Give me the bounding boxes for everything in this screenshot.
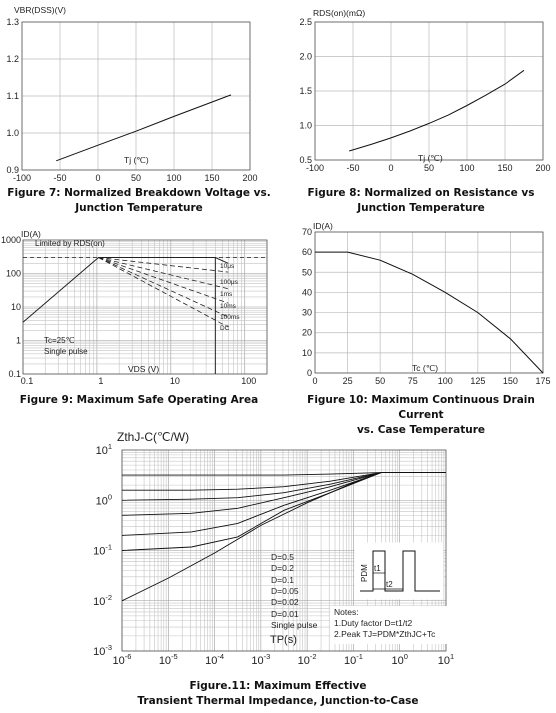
fig11-legend-label: D=0.02 bbox=[271, 597, 299, 607]
fig9-ylabel: ID(A) bbox=[21, 229, 41, 239]
fig7-xtick-label: 50 bbox=[130, 173, 142, 183]
fig7-xtick-label: 0 bbox=[95, 173, 101, 183]
fig11-xtick-label: $10^1$ bbox=[437, 652, 455, 667]
fig11-inset-pdm: PDM bbox=[360, 564, 369, 582]
fig11-xtick-label: $10^{-1}$ bbox=[343, 652, 363, 667]
fig9-ytick-label: 1000 bbox=[0, 235, 21, 245]
fig7-ytick-label: 1.0 bbox=[6, 128, 19, 138]
fig9-caption bbox=[0, 393, 278, 408]
fig9-caption-line1: Figure 9: Maximum Safe Operating Area bbox=[19, 394, 259, 406]
fig8-caption-line2: Junction Temperature bbox=[357, 202, 485, 214]
fig10-xtick-label: 25 bbox=[342, 376, 353, 386]
fig10-ytick-label: 50 bbox=[301, 267, 312, 278]
fig10-xtick-label: 100 bbox=[437, 376, 453, 386]
fig7-ytick-label: 1.3 bbox=[6, 17, 19, 27]
fig8-ytick-label: 0.5 bbox=[299, 155, 312, 165]
fig7-xtick-label: -50 bbox=[53, 173, 67, 183]
fig8-xtick-label: 50 bbox=[423, 163, 435, 173]
fig11-xtick-label: $10^0$ bbox=[391, 652, 408, 667]
fig11-ytick-label: $10^0$ bbox=[95, 492, 112, 508]
fig11-legend-label: D=0.5 bbox=[271, 552, 294, 562]
fig9-ytick-label: 0.1 bbox=[8, 369, 21, 379]
fig9-xlabel: VDS (V) bbox=[128, 364, 160, 374]
fig11-xtick-label: $10^{-2}$ bbox=[297, 652, 317, 667]
fig11-caption-line1: Figure.11: Maximum Effective bbox=[189, 680, 367, 692]
fig10-caption-line1: Figure 10: Maximum Continuous Drain Current bbox=[307, 394, 535, 421]
fig10-ytick-label: 0 bbox=[306, 368, 312, 378]
fig7-ylabel: VBR(DSS)(V) bbox=[14, 5, 66, 15]
fig9-series-label: 100μs bbox=[220, 279, 238, 286]
fig11-xlabel: TP(s) bbox=[270, 634, 297, 646]
fig9-annotation-pulse: Single pulse bbox=[44, 347, 88, 356]
fig10-xlabel: Tc (℃) bbox=[412, 363, 439, 373]
fig11-legend-label: Single pulse bbox=[271, 620, 318, 630]
fig11-xtick-label: $10^{-3}$ bbox=[251, 652, 271, 667]
fig11-note-line: 2.Peak TJ=PDM*ZthJC+Tc bbox=[334, 629, 436, 639]
fig9-xtick-label: 0.1 bbox=[20, 376, 34, 386]
fig8-ytick-label: 1.0 bbox=[299, 120, 312, 131]
fig11-inset-t2: t2 bbox=[386, 580, 393, 589]
fig11-ytick-label: $10^{-3}$ bbox=[93, 643, 112, 658]
fig8-xtick-label: 100 bbox=[459, 163, 475, 173]
fig9-xtick-label: 10 bbox=[169, 376, 180, 386]
fig9-xtick-label: 1 bbox=[98, 376, 104, 386]
fig11-xtick-label: $10^{-4}$ bbox=[205, 652, 225, 667]
fig11-caption-line2: Transient Thermal Impedance, Junction-to-Case bbox=[137, 695, 419, 707]
fig11-legend-label: D=0.1 bbox=[271, 575, 294, 585]
fig8-ylabel: RDS(on)(mΩ) bbox=[313, 8, 366, 18]
fig7-ytick-label: 1.2 bbox=[6, 54, 19, 64]
fig8-caption-line1: Figure 8: Normalized on Resistance vs bbox=[307, 187, 535, 199]
fig8-xlabel: Tj (℃) bbox=[418, 153, 443, 163]
fig7-xtick-label: 100 bbox=[166, 173, 182, 183]
fig11-legend-label: D=0.2 bbox=[271, 563, 294, 573]
fig10-xtick-label: 50 bbox=[375, 376, 386, 386]
fig10-ytick-label: 40 bbox=[301, 287, 312, 298]
fig8-xtick-label: 150 bbox=[497, 163, 513, 173]
fig11-caption bbox=[0, 679, 556, 709]
fig11-ytick-label: $10^1$ bbox=[95, 442, 112, 457]
fig10-xtick-label: 125 bbox=[470, 376, 486, 386]
fig7-caption-line2: Junction Temperature bbox=[75, 202, 203, 214]
fig9-series-label: DC bbox=[220, 325, 230, 332]
fig9-ytick-label: 10 bbox=[10, 302, 21, 312]
fig7-ytick-label: 0.9 bbox=[6, 165, 19, 175]
fig7-xtick-label: -100 bbox=[12, 173, 32, 183]
fig11-legend-label: D=0.01 bbox=[271, 609, 299, 619]
fig8-ytick-label: 2.0 bbox=[299, 51, 312, 62]
fig10-ytick-label: 20 bbox=[301, 327, 312, 338]
fig9-series-label: 100ms bbox=[220, 314, 240, 321]
fig9-series-label: 10μs bbox=[220, 263, 235, 270]
fig9-ytick-label: 100 bbox=[5, 268, 21, 279]
fig9-xtick-label: 100 bbox=[241, 376, 257, 386]
fig8-ytick-label: 1.5 bbox=[299, 86, 312, 96]
fig11-xtick-label: $10^{-6}$ bbox=[112, 652, 132, 667]
fig11-inset-t1: t1 bbox=[374, 564, 381, 573]
fig11-xtick-label: $10^{-5}$ bbox=[158, 652, 178, 667]
fig10-xtick-label: 150 bbox=[502, 376, 518, 386]
fig10-xtick-label: 175 bbox=[535, 376, 551, 386]
fig11-ytick-label: $10^{-2}$ bbox=[93, 592, 112, 608]
fig7-caption-line1: Figure 7: Normalized Breakdown Voltage vs. bbox=[7, 187, 271, 199]
fig10-frame bbox=[315, 232, 543, 373]
fig10-ylabel: ID(A) bbox=[313, 221, 333, 231]
fig10-xtick-label: 75 bbox=[407, 376, 418, 386]
fig8-xtick-label: -50 bbox=[346, 163, 360, 173]
fig7-xtick-label: 150 bbox=[204, 173, 220, 183]
fig11-ytick-label: $10^{-1}$ bbox=[93, 542, 112, 558]
fig9-series-label: 1ms bbox=[220, 291, 233, 298]
fig10-caption bbox=[286, 393, 556, 438]
fig8-caption bbox=[286, 186, 556, 216]
fig7-caption bbox=[0, 186, 278, 216]
fig9-annotation-limited: Limited by RDS(on) bbox=[35, 239, 105, 248]
fig7-xlabel: Tj (℃) bbox=[124, 155, 149, 165]
fig9-ytick-label: 1 bbox=[15, 335, 21, 346]
fig10-ytick-label: 60 bbox=[301, 247, 312, 258]
fig10-ytick-label: 10 bbox=[301, 347, 312, 358]
fig11-legend-label: D=0.05 bbox=[271, 586, 299, 596]
fig10-xtick-label: 0 bbox=[312, 376, 318, 386]
fig7-xtick-label: 200 bbox=[242, 173, 258, 183]
fig8-xtick-label: 0 bbox=[388, 163, 394, 173]
fig11-note-line: Notes: bbox=[334, 607, 359, 617]
fig8-series-line bbox=[349, 70, 524, 151]
fig8-xtick-label: 200 bbox=[535, 163, 551, 173]
fig10-ytick-label: 70 bbox=[301, 227, 312, 237]
fig8-xtick-label: -100 bbox=[305, 163, 325, 173]
fig11-note-line: 1.Duty factor D=t1/t2 bbox=[334, 618, 413, 628]
fig10-caption-line2: vs. Case Temperature bbox=[356, 424, 486, 436]
fig7-series-line bbox=[56, 95, 231, 161]
fig11-ylabel: ZthJ-C(℃/W) bbox=[117, 430, 190, 444]
fig9-series-label: 10ms bbox=[220, 303, 236, 310]
fig8-ytick-label: 2.5 bbox=[299, 17, 312, 27]
fig10-ytick-label: 30 bbox=[301, 307, 312, 318]
fig7-ytick-label: 1.1 bbox=[6, 91, 19, 101]
fig9-annotation-tc: Tc=25℃ bbox=[44, 336, 75, 345]
